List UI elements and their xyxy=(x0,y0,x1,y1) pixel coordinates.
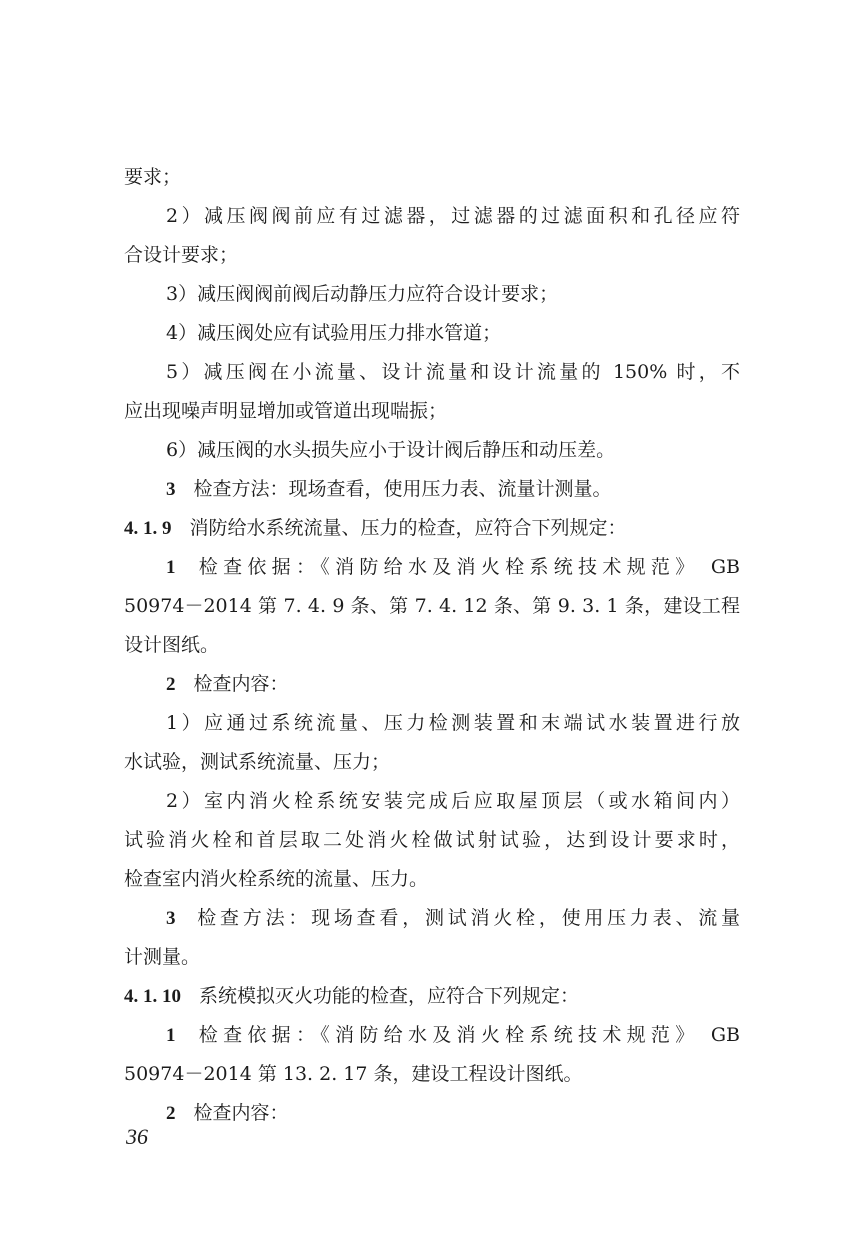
item-number: 3 xyxy=(166,908,176,929)
text-line: 2 检查内容： xyxy=(166,1102,289,1124)
text-line: 检查室内消火栓系统的流量、压力。 xyxy=(124,868,429,890)
text-line: 50974－2014 第 13. 2. 17 条，建设工程设计图纸。 xyxy=(124,1063,583,1085)
item-number: 3 xyxy=(166,479,176,500)
text-line: 2）减压阀阀前应有过滤器，过滤器的过滤面积和孔径应符 xyxy=(166,205,740,227)
text-line: 3 检查方法：现场查看，测试消火栓，使用压力表、流量 xyxy=(166,907,740,929)
item-number: 2 xyxy=(166,674,176,695)
text-line: 4）减压阀处应有试验用压力排水管道； xyxy=(166,322,502,344)
text-line: 设计图纸。 xyxy=(124,634,220,656)
text-line: 1）应通过系统流量、压力检测装置和末端试水装置进行放 xyxy=(166,712,740,734)
section-heading: 4. 1. 9 消防给水系统流量、压力的检查，应符合下列规定： xyxy=(124,517,627,539)
text-line: 3 检查方法：现场查看，使用压力表、流量计测量。 xyxy=(166,478,612,500)
text-line: 5）减压阀在小流量、设计流量和设计流量的 150% 时，不 xyxy=(166,361,740,383)
text-line: 2 检查内容： xyxy=(166,673,289,695)
item-number: 1 xyxy=(166,557,176,578)
section-number: 4. 1. 10 xyxy=(124,986,181,1007)
page-number: 36 xyxy=(126,1124,148,1149)
section-heading: 4. 1. 10 系统模拟灭火功能的检查，应符合下列规定： xyxy=(124,985,580,1007)
text-line: 3）减压阀阀前阀后动静压力应符合设计要求； xyxy=(166,283,559,305)
text-line: 计测量。 xyxy=(124,946,201,968)
section-number: 4. 1. 9 xyxy=(124,518,172,539)
text-line: 水试验，测试系统流量、压力； xyxy=(124,751,391,773)
text-line: 50974－2014 第 7. 4. 9 条、第 7. 4. 12 条、第 9. 3. 1 条，建设工程 xyxy=(124,595,740,617)
item-number: 1 xyxy=(166,1025,176,1046)
text-line: 合设计要求； xyxy=(124,244,239,266)
text-line: 要求； xyxy=(124,166,182,188)
text-line: 1 检查依据：《消防给水及消火栓系统技术规范》 GB xyxy=(166,556,740,578)
text-line: 试验消火栓和首层取二处消火栓做试射试验，达到设计要求时， xyxy=(124,829,740,851)
text-line: 6）减压阀的水头损失应小于设计阀后静压和动压差。 xyxy=(166,439,616,461)
item-number: 2 xyxy=(166,1103,176,1124)
text-line: 1 检查依据：《消防给水及消火栓系统技术规范》 GB xyxy=(166,1024,740,1046)
text-line: 2）室内消火栓系统安装完成后应取屋顶层（或水箱间内） xyxy=(166,790,740,812)
text-line: 应出现噪声明显增加或管道出现喘振； xyxy=(124,400,448,422)
